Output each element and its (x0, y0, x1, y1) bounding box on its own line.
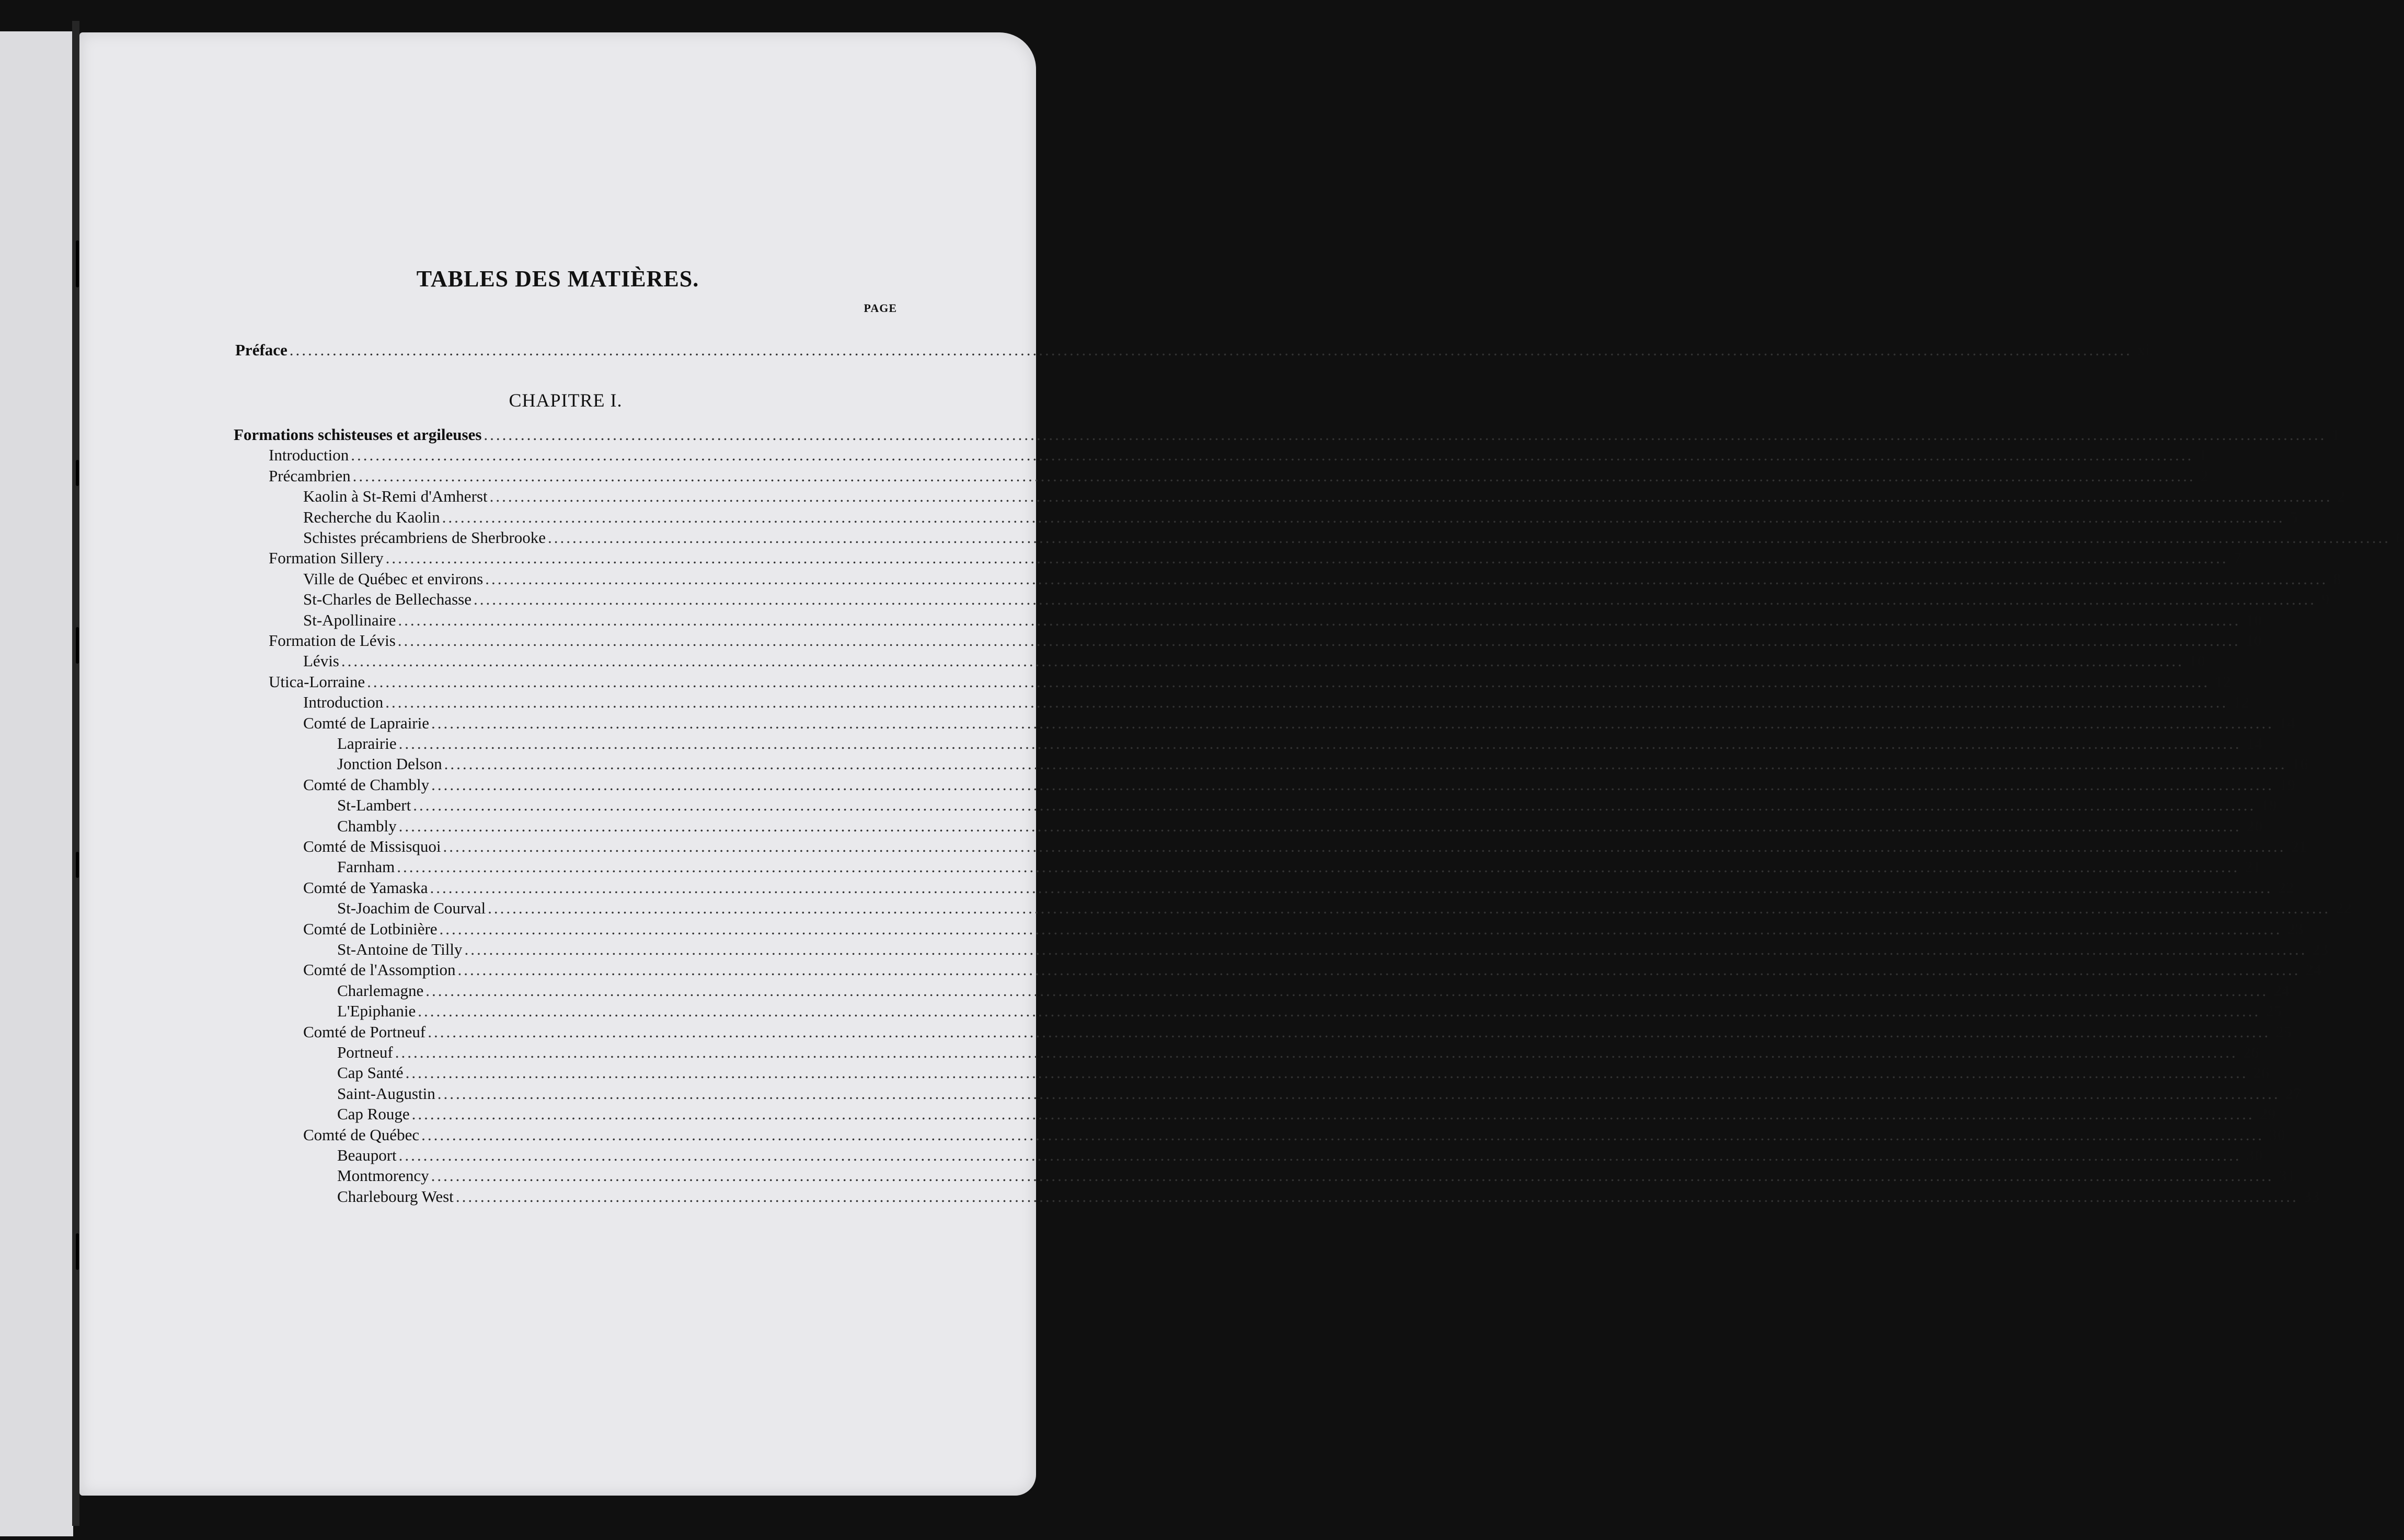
leader-dots: ............................................................................................................................................................................................................................................................................................................ (413, 796, 2256, 814)
entry-page: 16 (2292, 755, 2308, 773)
leader-dots: ............................................................................................................................................................................................................................................................................................................ (398, 734, 2241, 752)
toc-entry (303, 920, 2304, 939)
entry-page: 21 (2291, 837, 2307, 855)
entry-page: 29 (2259, 1105, 2276, 1123)
leader-dots: ............................................................................................................................................................................................................................................................................................................ (443, 837, 2286, 855)
entry-page: 26 (2253, 1063, 2270, 1082)
entry-page: 2 (2200, 467, 2209, 485)
entry-label: Comté de l'Assomption (303, 960, 456, 979)
entry-label: Portneuf (337, 1043, 393, 1061)
toc-title: TABLES DES MATIÈRES. (416, 266, 699, 292)
leader-dots: ............................................................................................................................................................................................................................................................................................................ (351, 446, 2194, 464)
entry-page: 9 (2321, 590, 2330, 608)
entry-label: Précambrien (269, 467, 351, 485)
toc-entry (337, 1166, 2295, 1185)
leader-dots: ............................................................................................................................................................................................................................................................................................................ (425, 981, 2269, 1000)
leader-dots: ............................................................................................................................................................................................................................................................................................................ (485, 570, 2328, 588)
document-page (79, 32, 2404, 1496)
toc-entry (303, 1023, 2292, 1041)
margin-mark (76, 240, 79, 287)
toc-entry (337, 899, 2352, 918)
leader-dots: ............................................................................................................................................................................................................................................................................................................ (385, 693, 2228, 711)
entry-page: 20 (2246, 817, 2263, 835)
toc-entry (269, 631, 2262, 650)
entry-page: 30 (2246, 1146, 2263, 1164)
toc-entry (234, 425, 2340, 444)
leader-dots: ............................................................................................................................................................................................................................................................................................................ (444, 755, 2287, 773)
entry-page: 14 (2246, 734, 2263, 752)
entry-page: 22 (2278, 878, 2294, 897)
entry-page: 33 (2303, 1187, 2320, 1206)
entry-page: 10 (2189, 652, 2205, 670)
toc-entry (337, 1043, 2259, 1062)
leader-dots: ............................................................................................................................................................................................................................................................................................................ (437, 1084, 2280, 1103)
entry-label: L'Epiphanie (337, 1002, 416, 1020)
entry-page: 30 (2269, 1126, 2286, 1144)
margin-mark (76, 627, 79, 664)
entry-label: Montmorency (337, 1166, 429, 1185)
leader-dots: ............................................................................................................................................................................................................................................................................................................ (473, 590, 2316, 608)
entry-label: Formations schisteuses et argileuses (234, 425, 482, 444)
entry-page: 31 (2279, 1166, 2295, 1185)
entry-page: 10 (2245, 631, 2262, 650)
entry-page: 19 (2279, 775, 2296, 794)
leader-dots: ............................................................................................................................................................................................................................................................................................................ (489, 487, 2332, 505)
toc-entry (337, 796, 2278, 815)
toc-entry (337, 755, 2308, 773)
leader-dots: ............................................................................................................................................................................................................................................................................................................ (488, 899, 2331, 917)
margin-mark (76, 852, 79, 878)
toc-entry (303, 1126, 2286, 1144)
entry-page: 5 (2290, 508, 2298, 526)
leader-dots: ............................................................................................................................................................................................................................................................................................................ (421, 1126, 2264, 1144)
entry-label: Kaolin à St-Remi d'Amherst (303, 487, 488, 505)
leader-dots: ............................................................................................................................................................................................................................................................................................................ (397, 631, 2240, 650)
entry-label: Comté de Laprairie (303, 714, 430, 732)
leader-dots: ............................................................................................................................................................................................................................................................................................................ (289, 341, 2132, 359)
leader-dots: ............................................................................................................................................................................................................................................................................................................ (431, 1166, 2274, 1185)
entry-label: Jonction Delson (337, 755, 442, 773)
leader-dots: ............................................................................................................................................................................................................................................................................................................ (484, 425, 2327, 444)
toc-entry (269, 673, 2232, 691)
entry-page: 23 (2287, 920, 2304, 938)
entry-page: 24 (2305, 960, 2322, 979)
toc-entry (337, 817, 2263, 836)
entry-page: 12 (2233, 693, 2250, 711)
entry-page: 25 (2275, 1023, 2292, 1041)
entry-page: 8 (2333, 570, 2341, 588)
entry-page: 21 (2245, 858, 2261, 876)
toc-entry (337, 1063, 2270, 1082)
entry-label: Laprairie (337, 734, 397, 752)
leader-dots: ............................................................................................................................................................................................................................................................................................................ (457, 960, 2301, 979)
entry-label: Saint-Augustin (337, 1084, 435, 1103)
toc-entry (337, 981, 2290, 1000)
entry-label: Comté de Chambly (303, 775, 430, 794)
entry-page: 6 (2396, 528, 2404, 547)
toc-entry (269, 467, 2209, 485)
chapter-heading: CHAPITRE I. (509, 390, 623, 411)
entry-label: St-Apollinaire (303, 611, 396, 629)
leader-dots: ............................................................................................................................................................................................................................................................................................................ (385, 549, 2228, 567)
entry-label: Comté de Québec (303, 1126, 420, 1144)
leader-dots: ............................................................................................................................................................................................................................................................................................................ (430, 878, 2273, 897)
toc-entry (303, 570, 2341, 588)
toc-entry (303, 611, 2262, 630)
leader-dots: ............................................................................................................................................................................................................................................................................................................ (398, 817, 2241, 835)
entry-page: 23 (2312, 940, 2329, 958)
leader-dots: ............................................................................................................................................................................................................................................................................................................ (431, 714, 2274, 732)
entry-label: Charlebourg West (337, 1187, 454, 1206)
toc-entry (303, 590, 2330, 609)
leader-dots: ............................................................................................................................................................................................................................................................................................................ (405, 1063, 2248, 1082)
toc-entry (337, 1084, 2302, 1103)
leader-dots: ............................................................................................................................................................................................................................................................................................................ (455, 1187, 2298, 1206)
margin-mark (76, 460, 79, 486)
entry-label: Formation de Lévis (269, 631, 396, 650)
leader-dots: ............................................................................................................................................................................................................................................................................................................ (439, 920, 2282, 938)
entry-page: 25 (2265, 1002, 2282, 1020)
entry-label: Charlemagne (337, 981, 424, 1000)
entry-label: Ville de Québec et environs (303, 570, 484, 588)
toc-entry (269, 549, 2242, 568)
toc-entry (337, 858, 2261, 876)
entry-page: 1 (2331, 425, 2340, 444)
entry-page: 1 (2199, 446, 2207, 464)
leader-dots: ............................................................................................................................................................................................................................................................................................................ (548, 528, 2391, 547)
toc-entry (269, 446, 2207, 465)
toc-entry (337, 1002, 2282, 1021)
entry-page: 27 (2285, 1084, 2302, 1103)
entry-label: Utica-Lorraine (269, 673, 365, 691)
entry-label: Préface (235, 341, 287, 359)
entry-label: Farnham (337, 858, 395, 876)
entry-page: 2 (2337, 487, 2346, 505)
toc-entry (337, 1146, 2263, 1165)
leader-dots: ............................................................................................................................................................................................................................................................................................................ (442, 508, 2285, 526)
toc-entry (337, 1105, 2276, 1124)
entry-label: Recherche du Kaolin (303, 508, 440, 526)
entry-label: Formation Sillery (269, 549, 384, 567)
toc-entry (337, 940, 2329, 959)
leader-dots: ............................................................................................................................................................................................................................................................................................................ (367, 673, 2210, 691)
entry-label: St-Charles de Bellechasse (303, 590, 471, 608)
entry-page: xi (2137, 341, 2150, 359)
entry-page: 12 (2215, 673, 2232, 691)
toc-entry (303, 775, 2296, 794)
entry-page: 26 (2242, 1043, 2259, 1061)
entry-page: 7 (2233, 549, 2242, 567)
entry-label: Introduction (269, 446, 349, 464)
entry-label: Lévis (303, 652, 339, 670)
entry-label: Comté de Missisquoi (303, 837, 441, 855)
leader-dots: ............................................................................................................................................................................................................................................................................................................ (431, 775, 2274, 794)
toc-entry (303, 652, 2205, 670)
leader-dots: ............................................................................................................................................................................................................................................................................................................ (428, 1023, 2271, 1041)
entry-label: Introduction (303, 693, 384, 711)
toc-entry (303, 960, 2322, 979)
page-column-label: PAGE (864, 302, 897, 315)
margin-mark (76, 1233, 79, 1270)
toc-entry (303, 528, 2404, 547)
previous-page-edge (0, 31, 73, 1536)
entry-label: Beauport (337, 1146, 397, 1164)
entry-label: St-Antoine de Tilly (337, 940, 463, 958)
entry-label: St-Lambert (337, 796, 411, 814)
leader-dots: ............................................................................................................................................................................................................................................................................................................ (397, 858, 2240, 876)
toc-entry (303, 693, 2250, 712)
preface-entry (235, 341, 2150, 360)
entry-label: Comté de Portneuf (303, 1023, 426, 1041)
leader-dots: ............................................................................................................................................................................................................................................................................................................ (411, 1105, 2255, 1123)
toc-entry (337, 734, 2263, 753)
entry-label: Cap Santé (337, 1063, 404, 1082)
leader-dots: ............................................................................................................................................................................................................................................................................................................ (352, 467, 2195, 485)
entry-label: St-Joachim de Courval (337, 899, 486, 917)
entry-label: Cap Rouge (337, 1105, 410, 1123)
entry-page: 24 (2273, 981, 2290, 1000)
leader-dots: ............................................................................................................................................................................................................................................................................................................ (395, 1043, 2238, 1061)
entry-label: Comté de Lotbinière (303, 920, 438, 938)
entry-label: Chambly (337, 817, 397, 835)
leader-dots: ............................................................................................................................................................................................................................................................................................................ (398, 611, 2241, 629)
toc-entry (337, 1187, 2320, 1206)
entry-label: Schistes précambriens de Sherbrooke (303, 528, 546, 547)
entry-page: 10 (2246, 611, 2262, 629)
toc-entry (303, 837, 2307, 856)
entry-page: 22 (2336, 899, 2352, 917)
leader-dots: ............................................................................................................................................................................................................................................................................................................ (464, 940, 2307, 958)
entry-label: Comté de Yamaska (303, 878, 428, 897)
leader-dots: ............................................................................................................................................................................................................................................................................................................ (341, 652, 2184, 670)
toc-entry (303, 508, 2298, 527)
leader-dots: ............................................................................................................................................................................................................................................................................................................ (418, 1002, 2261, 1020)
entry-page: 14 (2279, 714, 2296, 732)
toc-entry (303, 714, 2296, 733)
entry-page: 19 (2261, 796, 2278, 814)
toc-entry (303, 878, 2294, 897)
toc-entry (303, 487, 2346, 506)
leader-dots: ............................................................................................................................................................................................................................................................................................................ (398, 1146, 2241, 1164)
